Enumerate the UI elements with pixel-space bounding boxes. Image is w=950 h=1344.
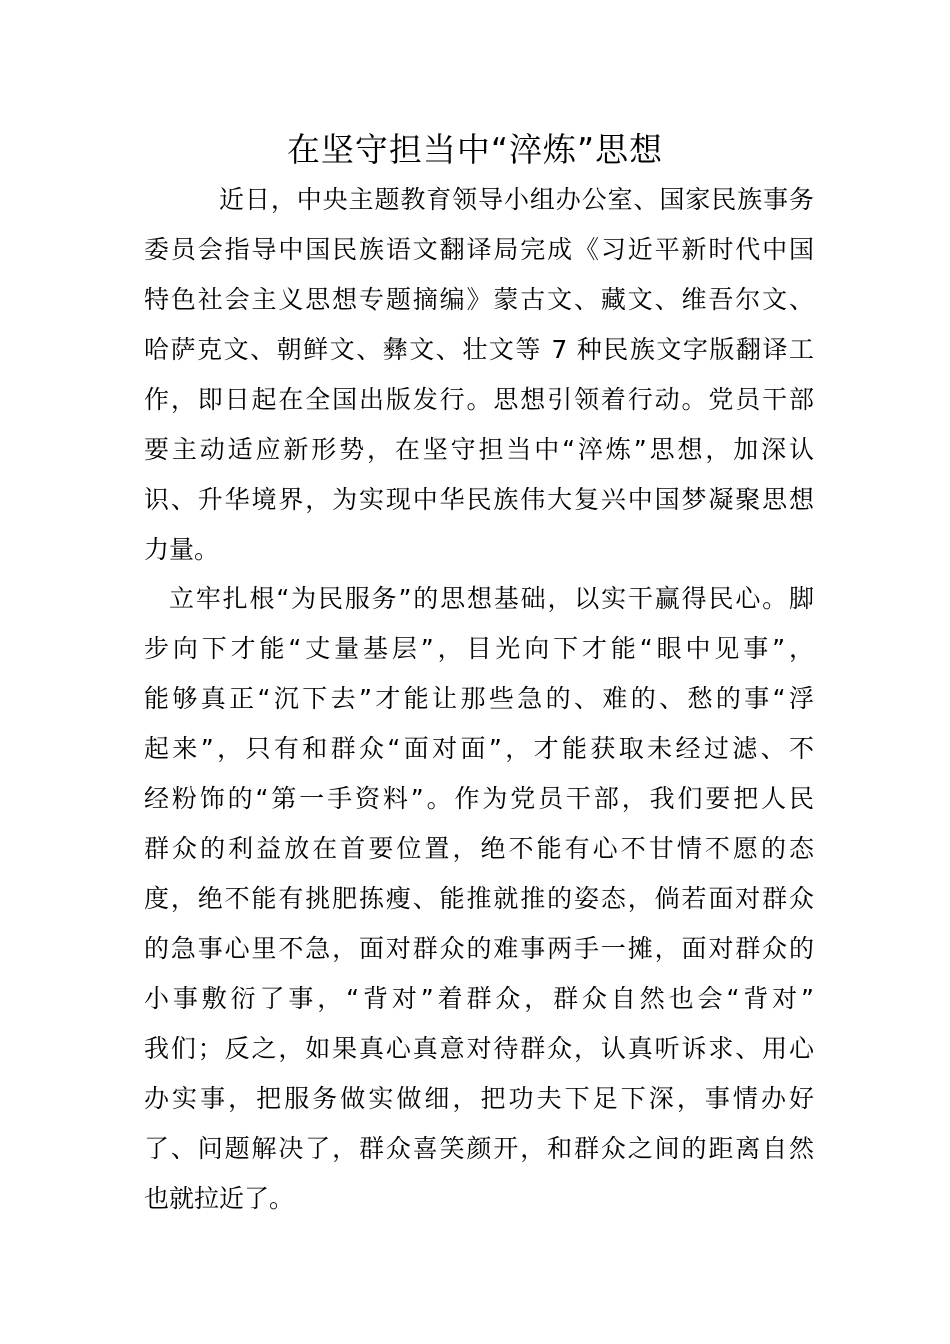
paragraph-line: 小事敷衍了事，“背对”着群众，群众自然也会“背对” bbox=[144, 984, 814, 1013]
paragraph-line: 我们；反之，如果真心真意对待群众，认真听诉求、用心 bbox=[144, 1034, 814, 1063]
paragraph-line: 办实事，把服务做实做细，把功夫下足下深，事情办好 bbox=[144, 1084, 814, 1113]
paragraph-line: 步向下才能“丈量基层”，目光向下才能“眼中见事”， bbox=[144, 634, 814, 663]
paragraph-line: 特色社会主义思想专题摘编》蒙古文、藏文、维吾尔文、 bbox=[144, 285, 814, 314]
paragraph-line: 识、升华境界，为实现中华民族伟大复兴中国梦凝聚思想 bbox=[144, 485, 814, 514]
paragraph-2 bbox=[144, 574, 814, 1224]
paragraph-line: 立牢扎根“为民服务”的思想基础，以实干赢得民心。脚 bbox=[169, 584, 814, 613]
paragraph-line: 要主动适应新形势，在坚守担当中“淬炼”思想，加深认 bbox=[144, 435, 814, 464]
paragraph-line: 作，即日起在全国出版发行。思想引领着行动。党员干部 bbox=[144, 385, 814, 414]
document-title: 在坚守担当中“淬炼”思想 bbox=[286, 130, 664, 169]
paragraph-line: 的急事心里不急，面对群众的难事两手一摊，面对群众的 bbox=[144, 934, 814, 963]
paragraph-line: 了、问题解决了，群众喜笑颜开，和群众之间的距离自然 bbox=[144, 1134, 814, 1163]
paragraph-line: 群众的利益放在首要位置，绝不能有心不甘情不愿的态 bbox=[144, 834, 814, 863]
paragraph-line: 能够真正“沉下去”才能让那些急的、难的、愁的事“浮 bbox=[144, 684, 814, 713]
paragraph-line: 也就拉近了。 bbox=[144, 1184, 295, 1213]
paragraph-line: 力量。 bbox=[144, 535, 220, 564]
paragraph-1 bbox=[144, 175, 814, 575]
paragraph-line: 哈萨克文、朝鲜文、彝文、壮文等 7 种民族文字版翻译工 bbox=[144, 335, 814, 364]
paragraph-line: 度，绝不能有挑肥拣瘦、能推就推的姿态，倘若面对群众 bbox=[144, 884, 814, 913]
paragraph-line: 经粉饰的“第一手资料”。作为党员干部，我们要把人民 bbox=[144, 784, 814, 813]
paragraph-line: 起来”，只有和群众“面对面”，才能获取未经过滤、不 bbox=[144, 734, 814, 763]
paragraph-line: 近日，中央主题教育领导小组办公室、国家民族事务 bbox=[219, 185, 814, 214]
paragraph-line: 委员会指导中国民族语文翻译局完成《习近平新时代中国 bbox=[144, 235, 814, 264]
